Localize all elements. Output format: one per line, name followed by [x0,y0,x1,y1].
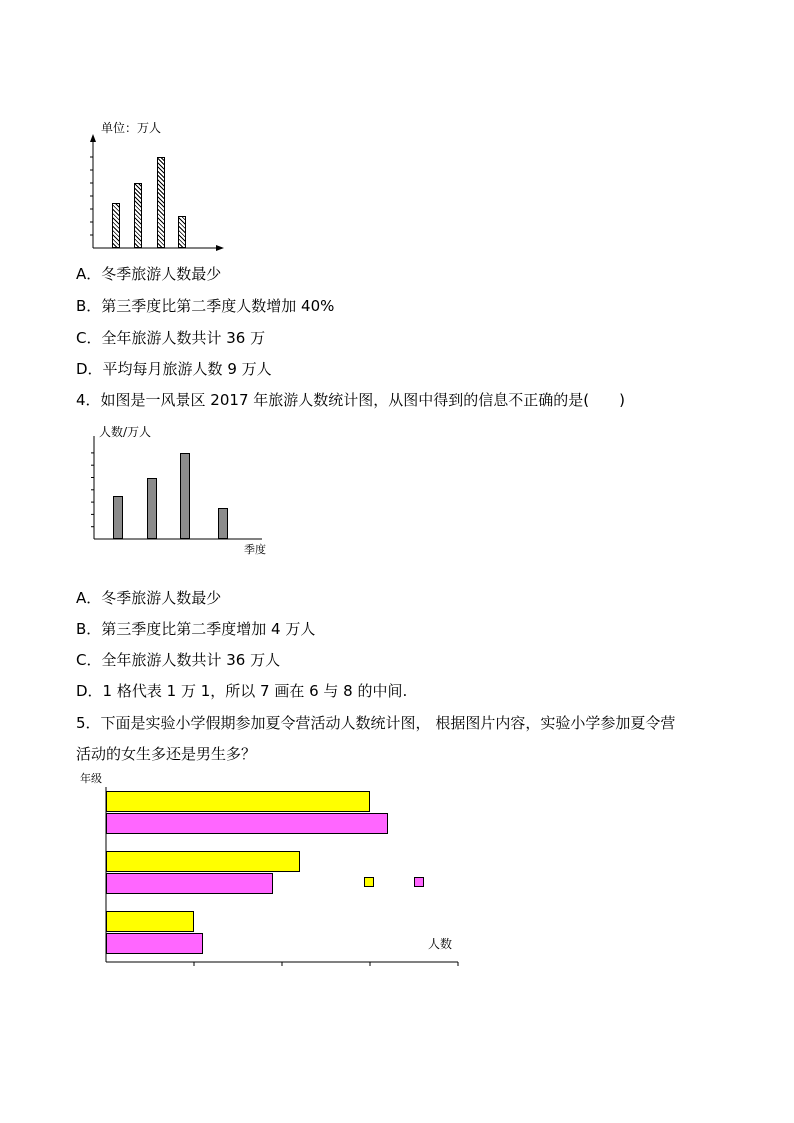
chart-3-legend-swatch [364,877,374,887]
q5-stem-line-2: 活动的女生多还是男生多？ [76,745,257,763]
chart-3-bar-girls [106,791,370,812]
q3-option-a: A．冬季旅游人数最少 [76,265,222,283]
q4-option-c: C．全年旅游人数共计 36 万人 [76,651,281,669]
q3-option-c: C．全年旅游人数共计 36 万 [76,329,266,347]
chart-1-unit-label: 单位：万人 [101,121,162,135]
chart-2-ylabel: 人数/万人 [99,425,152,439]
q3-option-b: B．第三季度比第二季度人数增加 40% [76,297,335,315]
q4-option-b: B．第三季度比第二季度增加 4 万人 [76,620,316,638]
chart-3-legend-swatch [414,877,424,887]
q4-option-a: A．冬季旅游人数最少 [76,589,222,607]
q3-option-d: D．平均每月旅游人数 9 万人 [76,360,272,378]
chart-3-bar-boys [106,873,273,894]
chart-3-xlabel: 人数 [428,937,453,951]
chart-3-bar-boys [106,813,388,834]
q4-stem: 4．如图是一风景区 2017 年旅游人数统计图，从图中得到的信息不正确的是( ) [76,391,625,409]
q4-option-d: D．1 格代表 1 万 1，所以 7 画在 6 与 8 的中间. [76,682,408,700]
chart-3-ylabel: 年级 [80,772,102,785]
chart-3-legend [364,873,474,891]
chart-3-bar-boys [106,933,203,954]
chart-3-bar-girls [106,851,300,872]
q5-stem-line-1: 5．下面是实验小学假期参加夏令营活动人数统计图， 根据图片内容，实验小学参加夏令营 [76,714,676,732]
chart-2-xlabel: 季度 [244,543,266,556]
chart-3-bar-girls [106,911,194,932]
